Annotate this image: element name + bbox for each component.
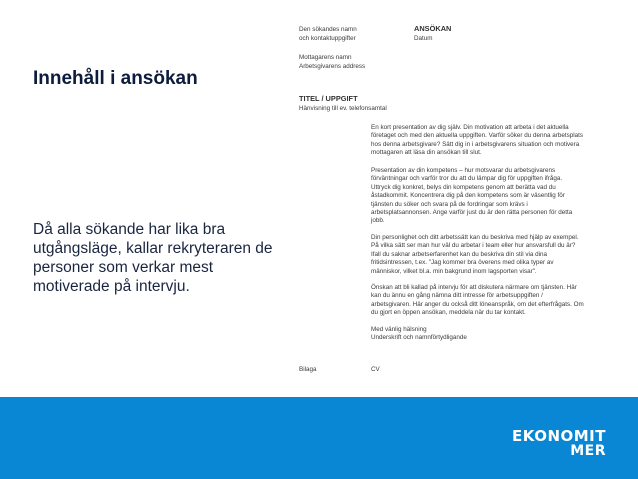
letter-date: Datum xyxy=(414,35,433,42)
paragraph-line: Ifall du saknar arbetserfarenhet kan du beskriva din stil via dina xyxy=(371,250,548,258)
attachment-label: Bilaga xyxy=(299,366,317,373)
paragraph-line: Underskrift och namnförtydligande xyxy=(371,334,467,342)
paragraph-line: åstadkommit. Koncentrera dig på den kompetens som är väsentlig för xyxy=(371,192,565,200)
paragraph-line: hos denna arbetsgivare? Sätt dig in i arbetsgivarens situation och motivera xyxy=(371,140,580,148)
paragraph-line: På vilka sätt ser man hur väl du arbetar i team eller hur ansvarsfull du är? xyxy=(371,242,576,250)
attachment-value: CV xyxy=(371,366,380,373)
sender-contact: och kontaktuppgifter xyxy=(299,35,356,42)
paragraph-line: Önskan att bli kallad på intervju för att diskutera närmare om tjänsten. Här xyxy=(371,284,577,291)
paragraph-line: arbetsplatsannonsen. Ange varför just du är den rätta personen för detta xyxy=(371,209,573,217)
paragraph-line: du gjort en öppen ansökan, meddela när du tar kontakt. xyxy=(371,309,526,317)
paragraph-competence xyxy=(371,167,621,226)
paragraph-line: fritidsintressen, t.ex. "Jag kommer bra överens med olika typer av xyxy=(371,259,554,267)
letter-heading: TITEL / UPPGIFT xyxy=(299,94,358,103)
paragraph-line: En kort presentation av dig själv. Din motivation att arbeta i det aktuella xyxy=(371,124,569,131)
ekonomit-logo xyxy=(512,428,606,459)
application-letter-template xyxy=(287,22,637,387)
paragraph-line: arbetsgivaren. Här anger du också ditt löneanspråk, om det efterfrågats. Om xyxy=(371,300,584,308)
slide-title: Innehåll i ansökan xyxy=(33,68,198,89)
sender-name: Den sökandes namn xyxy=(299,26,357,33)
logo-line-2: MER xyxy=(570,443,606,459)
paragraph-line: förväntningar och varför tror du att du lämpar dig för uppgiften ifråga. xyxy=(371,175,563,183)
paragraph-line: Din personlighet och ditt arbetssätt kan du beskriva med hjälp av exempel. xyxy=(371,234,579,241)
paragraph-interview-request xyxy=(371,284,621,318)
paragraph-introduction xyxy=(371,124,621,158)
slide-body-text: Då alla sökande har lika bra utgångsläge, kallar rekryteraren de personer som verkar mest motiverade på intervju. xyxy=(33,221,273,295)
paragraph-line: människor, vilket bl.a. min bakgrund inom lagsporten visar". xyxy=(371,267,537,275)
footer-bar xyxy=(0,397,638,479)
letter-doc-title: ANSÖKAN xyxy=(414,24,452,33)
paragraph-line: mottagaren att läsa din ansökan till slut. xyxy=(371,149,482,157)
paragraph-line: jobb. xyxy=(371,217,385,225)
recipient-name: Mottagarens namn xyxy=(299,54,352,61)
paragraph-line: tjänsten du söker och svara på de fordringar som krävs i xyxy=(371,200,528,208)
paragraph-line: Presentation av din kompetens – hur motsvarar du arbetsgivarens xyxy=(371,167,556,174)
logo-line-1: EKONOMIT xyxy=(512,427,606,445)
letter-reference: Hänvisning till ev. telefonsamtal xyxy=(299,105,387,112)
recipient-address: Arbetsgivarens address xyxy=(299,63,366,70)
paragraph-line: kan du ännu en gång nämna ditt intresse för arbetsuppgiften / xyxy=(371,292,543,300)
paragraph-line: Uttryck dig konkret, belys din kompetens genom att berätta vad du xyxy=(371,183,556,191)
paragraph-personality xyxy=(371,234,621,276)
paragraph-line: Med vänlig hälsning xyxy=(371,326,427,333)
paragraph-line: företaget och med den aktuella uppgiften. Varför söker du denna arbetsplats xyxy=(371,132,584,140)
paragraph-closing xyxy=(371,326,621,343)
